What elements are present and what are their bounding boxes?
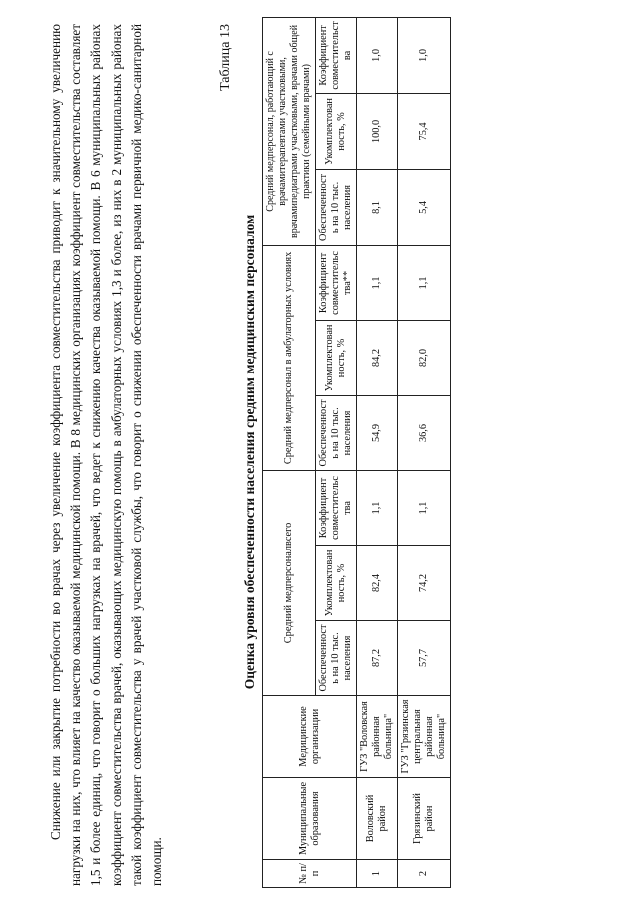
row-municipal: Воловский район <box>357 778 398 860</box>
cell-value: 74,2 <box>398 546 451 621</box>
cell-value: 1,1 <box>357 245 398 320</box>
cell-value: 87,2 <box>357 621 398 696</box>
header-g2-c1: Обеспеченность на 10 тыс. населения <box>316 395 357 470</box>
header-g1-c3: Коэффициент совместительства <box>316 470 357 545</box>
cell-value: 82,0 <box>398 320 451 395</box>
row-number: 1 <box>357 860 398 888</box>
cell-value: 54,9 <box>357 395 398 470</box>
row-number: 2 <box>398 860 451 888</box>
cell-value: 100,0 <box>357 93 398 169</box>
cell-value: 75,4 <box>398 93 451 169</box>
cell-value: 82,4 <box>357 546 398 621</box>
cell-value: 57,7 <box>398 621 451 696</box>
cell-value: 1,0 <box>398 17 451 93</box>
cell-value: 84,2 <box>357 320 398 395</box>
header-row-1 <box>263 17 316 887</box>
header-g3-c3: Коэффициент совместительства <box>316 17 357 93</box>
row-municipal: Грязинский район <box>398 778 451 860</box>
header-g3-c2: Укомплектованность, % <box>316 93 357 169</box>
row-org: ГУЗ "Воловская районная больница" <box>357 696 398 778</box>
header-g1-c2: Укомплектованность, % <box>316 546 357 621</box>
row-org: ГУЗ "Грязинская центральная районная больница" <box>398 696 451 778</box>
staffing-table <box>262 17 451 888</box>
table-row <box>357 17 398 887</box>
header-g3-c1: Обеспеченность на 10 тыс. населения <box>316 169 357 245</box>
header-g2-c2: Укомплектованность, % <box>316 320 357 395</box>
header-group-outpatient: Средний медперсонал в амбулаторных условиях <box>263 245 316 470</box>
table-title: Оценка уровня обеспеченности населения средним медицинским персоналом <box>242 214 257 690</box>
cell-value: 1,1 <box>398 470 451 545</box>
header-group-total: Средний медперсоналвсего <box>263 470 316 695</box>
header-group-district: Средний медперсонал, работающий с врачамитерапевтами участковыми, врачамипедиатрами участковыми, врачами общей практики (семейными врачами) <box>263 17 316 245</box>
cell-value: 36,6 <box>398 395 451 470</box>
header-num: № п/п <box>263 860 357 888</box>
table-row <box>398 17 451 887</box>
cell-value: 1,1 <box>357 470 398 545</box>
cell-value: 8,1 <box>357 169 398 245</box>
header-municipal: Муниципальные образования <box>263 778 357 860</box>
header-g2-c3: Коэффициент совместительства** <box>316 245 357 320</box>
cell-value: 1,0 <box>357 17 398 93</box>
cell-value: 1,1 <box>398 245 451 320</box>
cell-value: 5,4 <box>398 169 451 245</box>
header-org: Медицинские организации <box>263 696 357 778</box>
table-number: Таблица 13 <box>218 24 233 91</box>
rotated-page <box>40 12 600 892</box>
body-paragraph: Снижение или закрытие потребности во врачах через увеличение коэффициента совместительства приводит к значительному увеличению нагрузки на них, что влияет на качество оказываемой медицинской помощи. В 8 медицинских организациях коэффициент совместительства составляет 1,5 и более единиц, что говорит о больших нагрузках на врачей, что ведет к снижению качества оказываемой помощи. В 6 муниципальных районах коэффициент совместительства врачей, оказывающих медицинскую помощь в амбулаторных условиях 1,3 и более, из них в 2 муниципальных районах такой коэффициент совместительства у врачей участковой службы, что говорит о снижении обеспеченности врачами первичной медико-санитарной помощи. <box>48 24 165 886</box>
header-g1-c1: Обеспеченность на 10 тыс. населения <box>316 621 357 696</box>
